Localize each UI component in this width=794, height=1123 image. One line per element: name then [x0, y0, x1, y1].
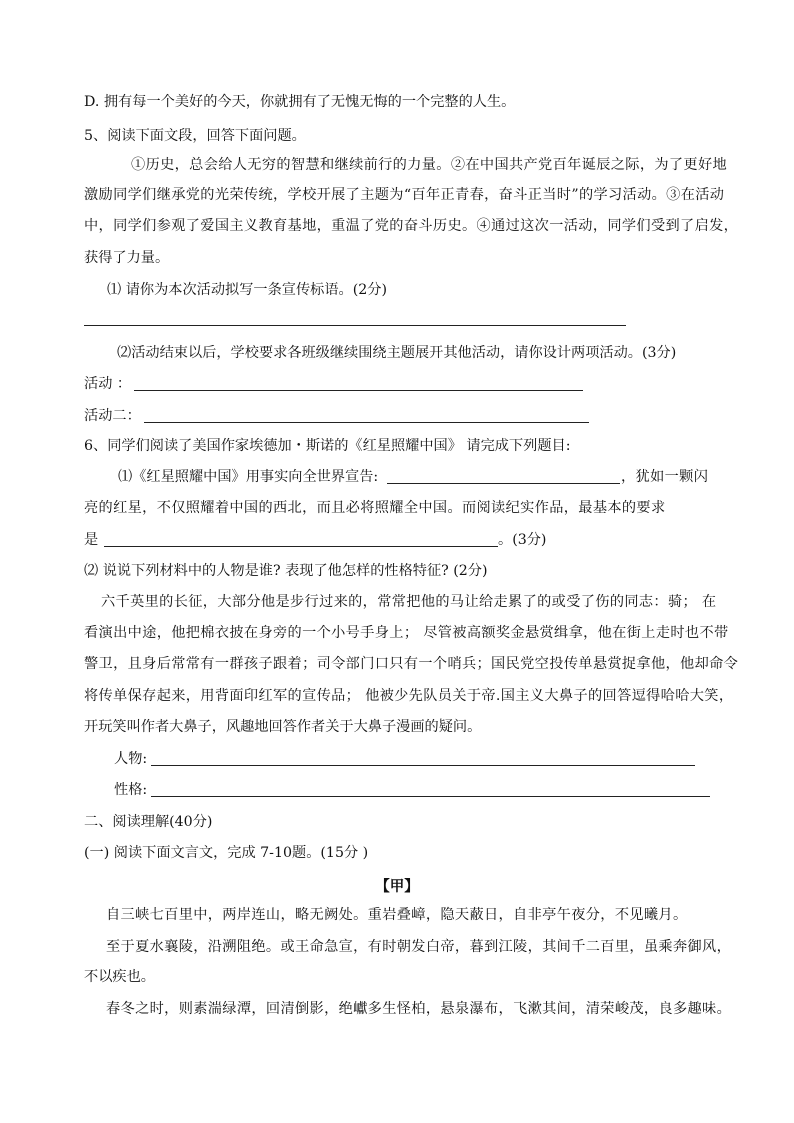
- q6-sub1-line3-b: 。(3分): [498, 532, 547, 548]
- q5-slogan-answer-line[interactable]: [84, 325, 626, 326]
- jia-paragraph-2: 至于夏水襄陵，沿溯阻绝。或王命急宣，有时朝发白帝，暮到江陵，其间千二百里，虽乘奔御风，: [106, 939, 732, 955]
- jia-paragraph-2-cont: 不以疾也。: [84, 969, 155, 985]
- q6-material-line-5: 开玩笑叫作者大鼻子，风趣地回答作者关于大鼻子漫画的疑问。: [84, 719, 482, 735]
- q5-sub2: ⑵活动结束以后，学校要求各班级继续围绕主题展开其他活动，请你设计两项活动。(3分): [117, 345, 677, 361]
- q6-sub1-line3-a: 是: [84, 532, 99, 548]
- q4-option-d: D. 拥有每一个美好的今天，你就拥有了无愧无悔的一个完整的人生。: [84, 94, 516, 110]
- q6-material-line-1: 六千英里的长征，大部分他是步行过来的，常常把他的马让给走累了的或受了伤的同志：骑； 在: [101, 594, 717, 610]
- jia-paragraph-1: 自三峡七百里中，两岸连山，略无阙处。重岩叠嶂，隐天蔽日，自非亭午夜分，不见曦月。: [106, 907, 688, 923]
- q5-title: 5、阅读下面文段，回答下面问题。: [84, 128, 306, 144]
- q6-person-label: 人物:: [114, 751, 148, 767]
- q6-material-line-2: 看演出中途，他把棉衣披在身旁的一个小号手身上； 尽管被高额奖金悬赏缉拿，他在街上走时也不带: [84, 625, 729, 641]
- q6-sub2: ⑵ 说说下列材料中的人物是谁? 表现了他怎样的性格特征? (2分): [84, 563, 488, 579]
- q5-activity2-answer-line[interactable]: [144, 422, 589, 423]
- jia-paragraph-3: 春冬之时，则素湍绿潭，回清倒影，绝巘多生怪柏，悬泉瀑布，飞漱其间，清荣峻茂，良多趣味。: [106, 1001, 732, 1017]
- q5-passage-line-1: ①历史，总会给人无穷的智慧和继续前行的力量。②在中国共产党百年诞辰之际，为了更好地: [131, 157, 728, 173]
- q6-sub1-answer-line-2[interactable]: [104, 546, 498, 547]
- q5-passage-line-3: 中，同学们参观了爱国主义教育基地，重温了党的奋斗历史。④通过这次一活动，同学们受到了启发，: [84, 218, 739, 234]
- q6-character-label: 性格:: [114, 782, 148, 798]
- jia-heading: 【甲】: [375, 878, 419, 895]
- section2-part1-title: (一) 阅读下面文言文，完成 7-10题。(15分 ): [84, 845, 369, 861]
- q5-passage-line-4: 获得了力量。: [84, 250, 170, 266]
- q6-sub1-answer-line-1[interactable]: [387, 483, 620, 484]
- q6-sub1-line2: 亮的红星，不仅照耀着中国的西北，而且必将照耀全中国。而阅读纪实作品，最基本的要求: [84, 500, 666, 516]
- q5-activity1-label: 活动 ：: [84, 376, 132, 392]
- q5-sub1: ⑴ 请你为本次活动拟写一条宣传标语。(2分): [107, 282, 387, 298]
- q5-activity2-label: 活动二：: [84, 408, 141, 424]
- q6-sub1-line1-b: ，犹如一颗闪: [621, 469, 709, 485]
- q6-person-answer-line[interactable]: [151, 765, 695, 766]
- q6-sub1-line1-a: ⑴《红星照耀中国》用事实向全世界宣告:: [118, 469, 379, 485]
- q6-title: 6、同学们阅读了美国作家埃德加・斯诺的《红星照耀中国》 请完成下列题目:: [84, 438, 571, 454]
- q6-material-line-3: 警卫，且身后常常有一群孩子跟着；司令部门口只有一个哨兵；国民党空投传单悬赏捉拿他，他却命令: [84, 656, 739, 672]
- q6-character-answer-line[interactable]: [151, 796, 710, 797]
- q6-material-line-4: 将传单保存起来，用背面印红军的宣传品； 他被少先队员关于帝.国主义大鼻子的回答逗得哈哈大笑，: [84, 688, 734, 704]
- q5-passage-line-2: 激励同学们继承党的光荣传统，学校开展了主题为“百年正青春，奋斗正当时”的学习活动。③在活动: [84, 187, 725, 203]
- section2-title: 二、阅读理解(40分): [84, 814, 213, 830]
- q5-activity1-answer-line[interactable]: [134, 390, 583, 391]
